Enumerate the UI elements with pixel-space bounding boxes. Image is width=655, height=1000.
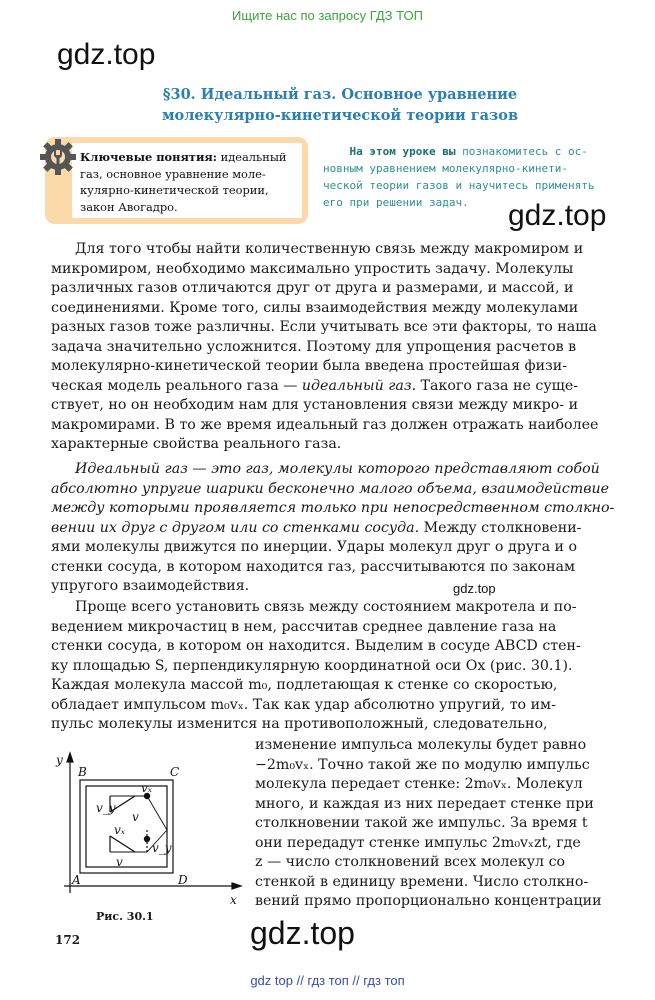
- top-search-link[interactable]: Ищите нас по запросу ГДЗ ТОП: [232, 8, 423, 23]
- vessel-outer-wall: [80, 780, 173, 873]
- corner-C: C: [170, 765, 180, 779]
- intro-line: познакомитесь с ос-: [462, 145, 588, 158]
- text-line: изменение импульса молекулы будет равно: [255, 737, 587, 753]
- intro-line: новным уравнением молекулярно-кинети-: [323, 162, 569, 175]
- lesson-intro: [323, 143, 623, 211]
- definition-line: Идеальный газ — это газ, молекулы которого представляют собой: [75, 461, 600, 477]
- corner-B: B: [78, 765, 87, 779]
- text-line: микромиром, необходимо максимально упростить задачу. Молекулы: [51, 260, 574, 277]
- definition-line: абсолютно упругие шарики бесконечно малого объема, взаимодействие: [51, 480, 610, 497]
- text-line: разных газов тоже различны. Если учитывать все эти факторы, то наша: [51, 319, 597, 335]
- text-line: ведением микрочастиц в нем, рассчитав среднее давление газа на: [51, 618, 557, 635]
- text-line: . Такого газа не суще-: [411, 377, 579, 394]
- text-line: стенкой в единицу времени. Число столкно-: [255, 873, 589, 890]
- y-axis-arrow: [67, 753, 73, 762]
- text-line: ческая модель реального газа —: [51, 377, 298, 394]
- watermark: gdz.top: [57, 38, 156, 71]
- text-line: z — число столкновений всех молекул со: [255, 854, 566, 870]
- y-axis-label: y: [56, 753, 63, 767]
- watermark: gdz.top: [508, 199, 607, 232]
- text-line: пульс молекулы изменится на противоположный, следовательно,: [51, 716, 548, 732]
- text-line: соединениями. Кроме того, силы взаимодействия между молекулами: [51, 299, 579, 316]
- definition-line: между которыми проявляется только при непосредственном столкно-: [51, 500, 615, 516]
- intro-bold: На этом уроке вы: [349, 145, 456, 158]
- text-line: упругого взаимодействия.: [51, 578, 250, 594]
- gear-wrench-icon: [38, 137, 78, 177]
- text-line: Каждая молекула массой m₀, подлетающая к стенке со скоростью,: [51, 677, 558, 693]
- v-label-2: v: [116, 855, 123, 869]
- text-line: ствует, но он необходим нам для установления связи между микро- и: [51, 397, 579, 413]
- text-line: много, и каждая из них передает стенке при: [255, 795, 594, 812]
- text-line: макромирами. В то же время идеальный газ должен отражать наиболее: [51, 416, 599, 433]
- text-line: Между столкновени-: [419, 519, 582, 536]
- paragraph-2: [51, 460, 623, 597]
- corner-D: D: [178, 873, 188, 887]
- text-line: задача значительно усложнится. Поэтому для упрощения расчетов в: [51, 338, 577, 355]
- key-concepts-line: идеальный: [220, 150, 287, 164]
- x-axis-label: x: [230, 893, 237, 907]
- vy-label-1: v_y: [96, 801, 116, 815]
- text-line: стенки сосуда, в котором находится газ, рассчитываются по законам: [51, 558, 576, 575]
- paragraph-4: [255, 736, 623, 912]
- text-line: ку площадью S, перпендикулярную координатной оси Ox (рис. 30.1).: [51, 657, 573, 674]
- paragraph-3: [51, 598, 623, 735]
- key-concepts-line: газ, основное уравнение моле-: [80, 166, 266, 181]
- vx-label-1: vₓ: [141, 781, 153, 795]
- v-vector-2: [110, 836, 135, 852]
- v-label-1: v: [132, 810, 139, 824]
- page-number: 172: [55, 933, 81, 947]
- term-ideal-gas: идеальный газ: [301, 377, 412, 394]
- vx-label-2: vₓ: [114, 823, 126, 837]
- text-line: ями молекулы движутся по инерции. Удары молекул друг о друга и о: [51, 539, 578, 555]
- text-line: различных газов отличаются друг от друга и размерами, и массой, и: [51, 280, 574, 296]
- text-line: они передадут стенке импульс 2m₀vₓzt, где: [255, 834, 581, 851]
- text-line: обладает импульсом m₀vₓ. Так как удар абсолютно упругий, то им-: [51, 696, 556, 713]
- key-concepts-line: закон Авогадро.: [80, 199, 178, 214]
- text-line: столкновении такой же импульс. За время t: [255, 815, 588, 831]
- text-line: стенки сосуда, в котором он находится. Выделим в сосуде ABCD стен-: [51, 638, 581, 654]
- key-concepts-label: Ключевые понятия:: [80, 150, 218, 164]
- bottom-links[interactable]: gdz top // гдз топ // гдз топ: [250, 973, 405, 988]
- text-line: Проще всего установить связь между состоянием макротела и по-: [75, 599, 577, 615]
- molecule-dot: [144, 836, 150, 842]
- intro-line: его при решении задач.: [323, 196, 469, 209]
- x-axis-arrow: [232, 883, 241, 889]
- key-concepts-text: [80, 149, 300, 215]
- watermark: gdz.top: [453, 581, 496, 596]
- intro-line: ческой теории газов и научитесь применять: [323, 179, 595, 192]
- text-line: вений прямо пропорционально концентрации: [255, 893, 602, 909]
- corner-A: A: [72, 873, 81, 887]
- watermark: gdz.top: [250, 915, 355, 951]
- figure-caption: Рис. 30.1: [96, 910, 154, 923]
- heading-line: §30. Идеальный газ. Основное уравнение: [162, 86, 518, 103]
- text-line: молекулярно-кинетической теории была введена простейшая физи-: [51, 358, 568, 374]
- text-line: характерные свойства реального газа.: [51, 436, 342, 452]
- paragraph-1: [51, 240, 623, 455]
- text-line: −2m₀vₓ. Точно такой же по модулю импульс: [255, 756, 590, 773]
- key-concepts-line: кулярно-кинетической теории,: [80, 183, 269, 197]
- text-line: молекула передает стенке: 2m₀vₓ. Молекул: [255, 776, 583, 792]
- definition-line: вении их друг с другом или со стенками сосуда.: [51, 519, 420, 536]
- text-line: Для того чтобы найти количественную связь между макромиром и: [75, 241, 584, 257]
- vy-label-2: v_y: [152, 841, 172, 855]
- section-heading: [140, 84, 540, 126]
- heading-line: молекулярно-кинетической теории газов: [161, 107, 519, 124]
